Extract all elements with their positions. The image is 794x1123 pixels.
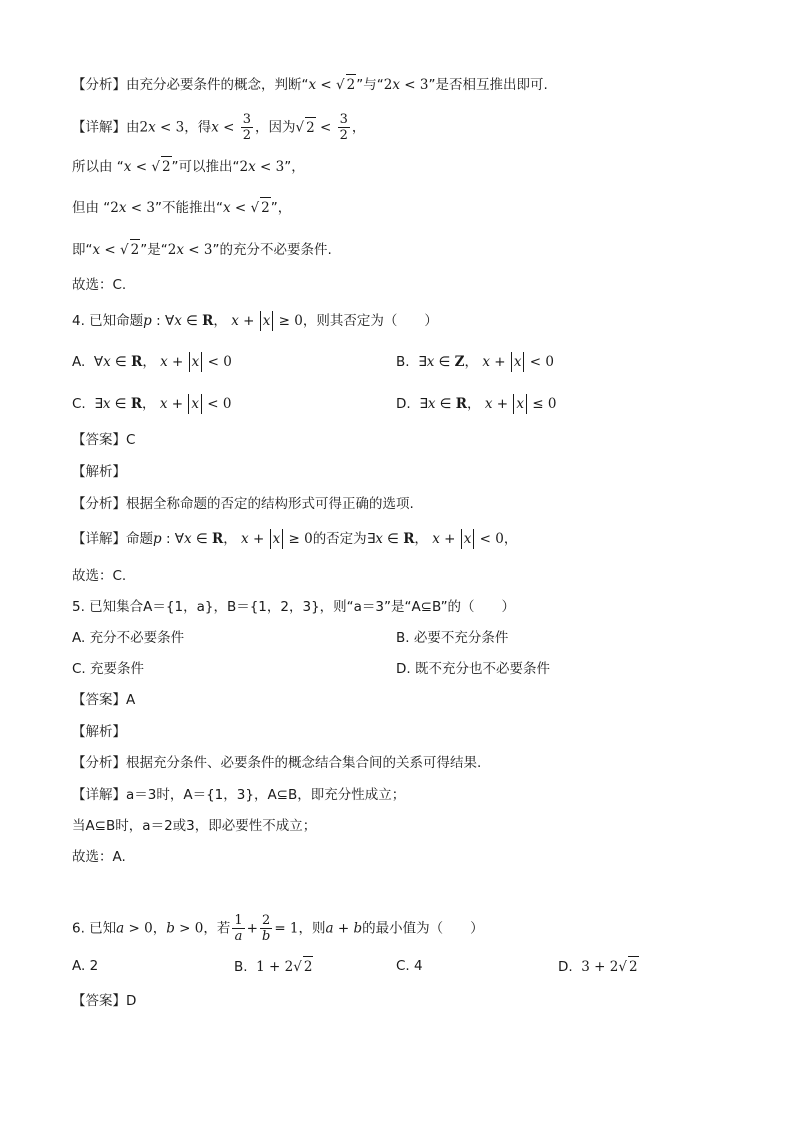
option-c: C. ∃x ∈ R， x + x < 0 <box>72 396 232 412</box>
text: 的否定为 <box>312 531 367 547</box>
detail-line: 【详解】由2x < 3，得x < $\frac{3}{2}$ ，因为√ 2 < $\frac{3}{2}$ ， <box>72 112 366 143</box>
option-a: A. ∀x ∈ R， x + x < 0 <box>72 354 232 370</box>
option-label: D. <box>396 396 411 412</box>
solution-heading: 【解析】 <box>72 464 126 480</box>
text: ，则其否定为（ ） <box>302 313 438 329</box>
text: ，因为 <box>255 119 296 136</box>
text: ”， <box>270 200 292 216</box>
text: 但由 “ <box>72 200 111 216</box>
option-a: A. 充分不必要条件 <box>72 630 185 646</box>
text: 6. 已知 <box>72 920 117 937</box>
text: ”的充分不必要条件. <box>212 242 332 258</box>
analysis-line: 【分析】由充分必要条件的概念，判断“x < √ 2”与“2x < 3”是否相互推出即可. <box>72 74 548 95</box>
text: 即“ <box>72 242 93 258</box>
option-a: A. 2 <box>72 958 99 974</box>
text: 【详解】命题 <box>72 531 153 547</box>
answer-label: 【答案】D <box>72 993 137 1009</box>
option-label: B. <box>234 959 248 975</box>
text: 的最小值为（ ） <box>362 920 484 937</box>
option-c: C. 4 <box>396 958 423 974</box>
text: ，若 <box>203 920 231 937</box>
option-d: D. 3 + 2√ 2 <box>558 956 639 977</box>
option-label: C. <box>72 396 86 412</box>
text: ， <box>351 119 366 136</box>
answer-label: 【答案】A <box>72 692 136 708</box>
option-b: B. ∃x ∈ Z， x + x < 0 <box>396 354 554 370</box>
text: ，得 <box>184 119 212 136</box>
text: ”与“ <box>356 77 384 93</box>
option-b: B. 必要不充分条件 <box>396 630 509 646</box>
detail-line: 【详解】a＝3时，A＝{1，3}，A⊆B，即充分性成立； <box>72 787 406 803</box>
analysis-line: 【分析】根据全称命题的否定的结构形式可得正确的选项. <box>72 496 414 512</box>
option-label: A. <box>72 354 86 370</box>
text: ”是否相互推出即可. <box>428 77 548 93</box>
conclusion-line: 故选：C. <box>72 568 127 584</box>
answer-label: 【答案】C <box>72 432 136 448</box>
text: 【详解】由 <box>72 119 140 136</box>
option-c: C. 充要条件 <box>72 661 145 677</box>
text: ”可以推出“ <box>171 159 240 175</box>
text: 【分析】由充分必要条件的概念，判断“ <box>72 77 309 93</box>
text-line: 但由 “2x < 3”不能推出“x < √ 2”， <box>72 197 291 218</box>
text-line: 即“x < √ 2”是“2x < 3”的充分不必要条件. <box>72 239 332 260</box>
text: 所以由 “ <box>72 159 124 175</box>
option-label: D. <box>558 959 573 975</box>
detail-line: 【详解】命题p : ∀x ∈ R， x + x ≥ 0的否定为∃x ∈ R， x + x < 0， <box>72 531 518 547</box>
option-d: D. ∃x ∈ R， x + x ≤ 0 <box>396 396 557 412</box>
option-d: D. 既不充分也不必要条件 <box>396 661 550 677</box>
text: ， <box>503 531 518 547</box>
text: ”， <box>284 159 305 175</box>
text-line: 所以由 “x < √ 2”可以推出“2x < 3”， <box>72 156 305 177</box>
question-5-stem: 5. 已知集合A＝{1，a}，B＝{1，2，3}，则“a＝3”是“A⊆B”的（ ） <box>72 599 516 615</box>
option-label: B. <box>396 354 410 370</box>
text: ”是“ <box>140 242 168 258</box>
solution-heading: 【解析】 <box>72 724 126 740</box>
conclusion-line: 故选：A. <box>72 849 126 865</box>
text: 4. 已知命题 <box>72 313 144 329</box>
text: ，则 <box>298 920 326 937</box>
conclusion-line: 故选：C. <box>72 277 127 293</box>
question-4-stem: 4. 已知命题p : ∀x ∈ R， x + x ≥ 0，则其否定为（ ） <box>72 313 438 329</box>
analysis-line: 【分析】根据充分条件、必要条件的概念结合集合间的关系可得结果. <box>72 755 482 771</box>
question-6-stem: 6. 已知a > 0，b > 0，若 $\frac{1}{a}$ + $\frac{2}{b}$ = 1，则a + b的最小值为（ ） <box>72 913 484 944</box>
text-line: 当A⊆B时，a＝2或3，即必要性不成立； <box>72 818 317 834</box>
option-b: B. 1 + 2√ 2 <box>234 956 313 977</box>
text: ”不能推出“ <box>155 200 224 216</box>
